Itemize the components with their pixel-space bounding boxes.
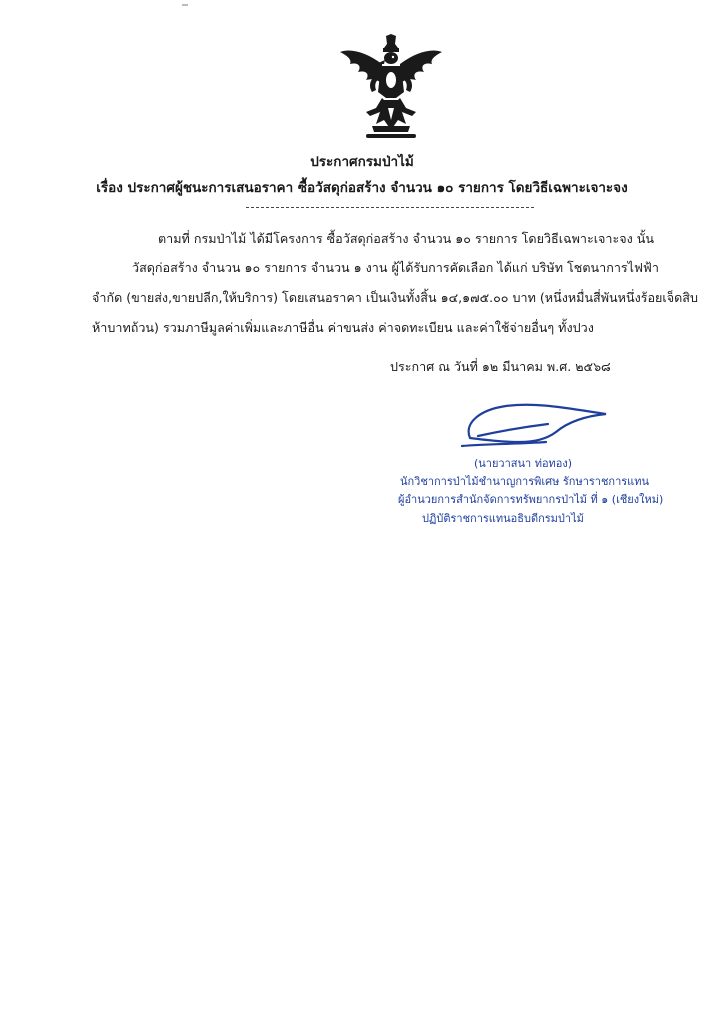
body-line-2: วัสดุก่อสร้าง จำนวน ๑๐ รายการ จำนวน ๑ งาน ผู้ได้รับการคัดเลือก ได้แก่ บริษัท โชตนาการไฟฟ้า	[132, 260, 659, 275]
announcement-title: ประกาศกรมป่าไม้	[310, 154, 414, 170]
date-prefix: ประกาศ ณ วันที่	[390, 359, 478, 374]
signature-icon	[456, 398, 616, 458]
body-line-4: ห้าบาทถ้วน) รวมภาษีมูลค่าเพิ่มและภาษีอื่น ค่าขนส่ง ค่าจดทะเบียน และค่าใช้จ่ายอื่นๆ ทั้งปวง	[92, 320, 594, 335]
announcement-subject: เรื่อง ประกาศผู้ชนะการเสนอราคา ซื้อวัสดุก่อสร้าง จำนวน ๑๐ รายการ โดยวิธีเฉพาะเจาะจง	[96, 180, 628, 196]
signer-position-2: ผู้อำนวยการสำนักจัดการทรัพยากรป่าไม้ ที่ ๑ (เชียงใหม่)	[398, 493, 664, 506]
body-line-3: จำกัด (ขายส่ง,ขายปลีก,ให้บริการ) โดยเสนอราคา เป็นเงินทั้งสิ้น ๑๔,๑๗๕.๐๐ บาท (หนึ่งหมื่นสี่พันหนึ่งร้อยเจ็ดสิบ	[92, 290, 698, 305]
body-line-1: ตามที่ กรมป่าไม้ ได้มีโครงการ ซื้อวัสดุก่อสร้าง จำนวน ๑๐ รายการ โดยวิธีเฉพาะเจาะจง นั้น	[158, 231, 655, 246]
scan-mark	[182, 4, 188, 6]
garuda-emblem-icon	[336, 34, 446, 140]
signer-position-3: ปฏิบัติราชการแทนอธิบดีกรมป่าไม้	[422, 512, 584, 525]
signer-name: (นายวาสนา ท่อทอง)	[474, 457, 573, 470]
date-month-year: มีนาคม พ.ศ. ๒๕๖๘	[502, 359, 611, 374]
announcement-date	[390, 357, 611, 377]
dashed-divider	[246, 207, 534, 208]
signer-position-1: นักวิชาการป่าไม้ชำนาญการพิเศษ รักษาราชการแทน	[400, 475, 650, 488]
date-day: ๑๒	[481, 359, 499, 374]
